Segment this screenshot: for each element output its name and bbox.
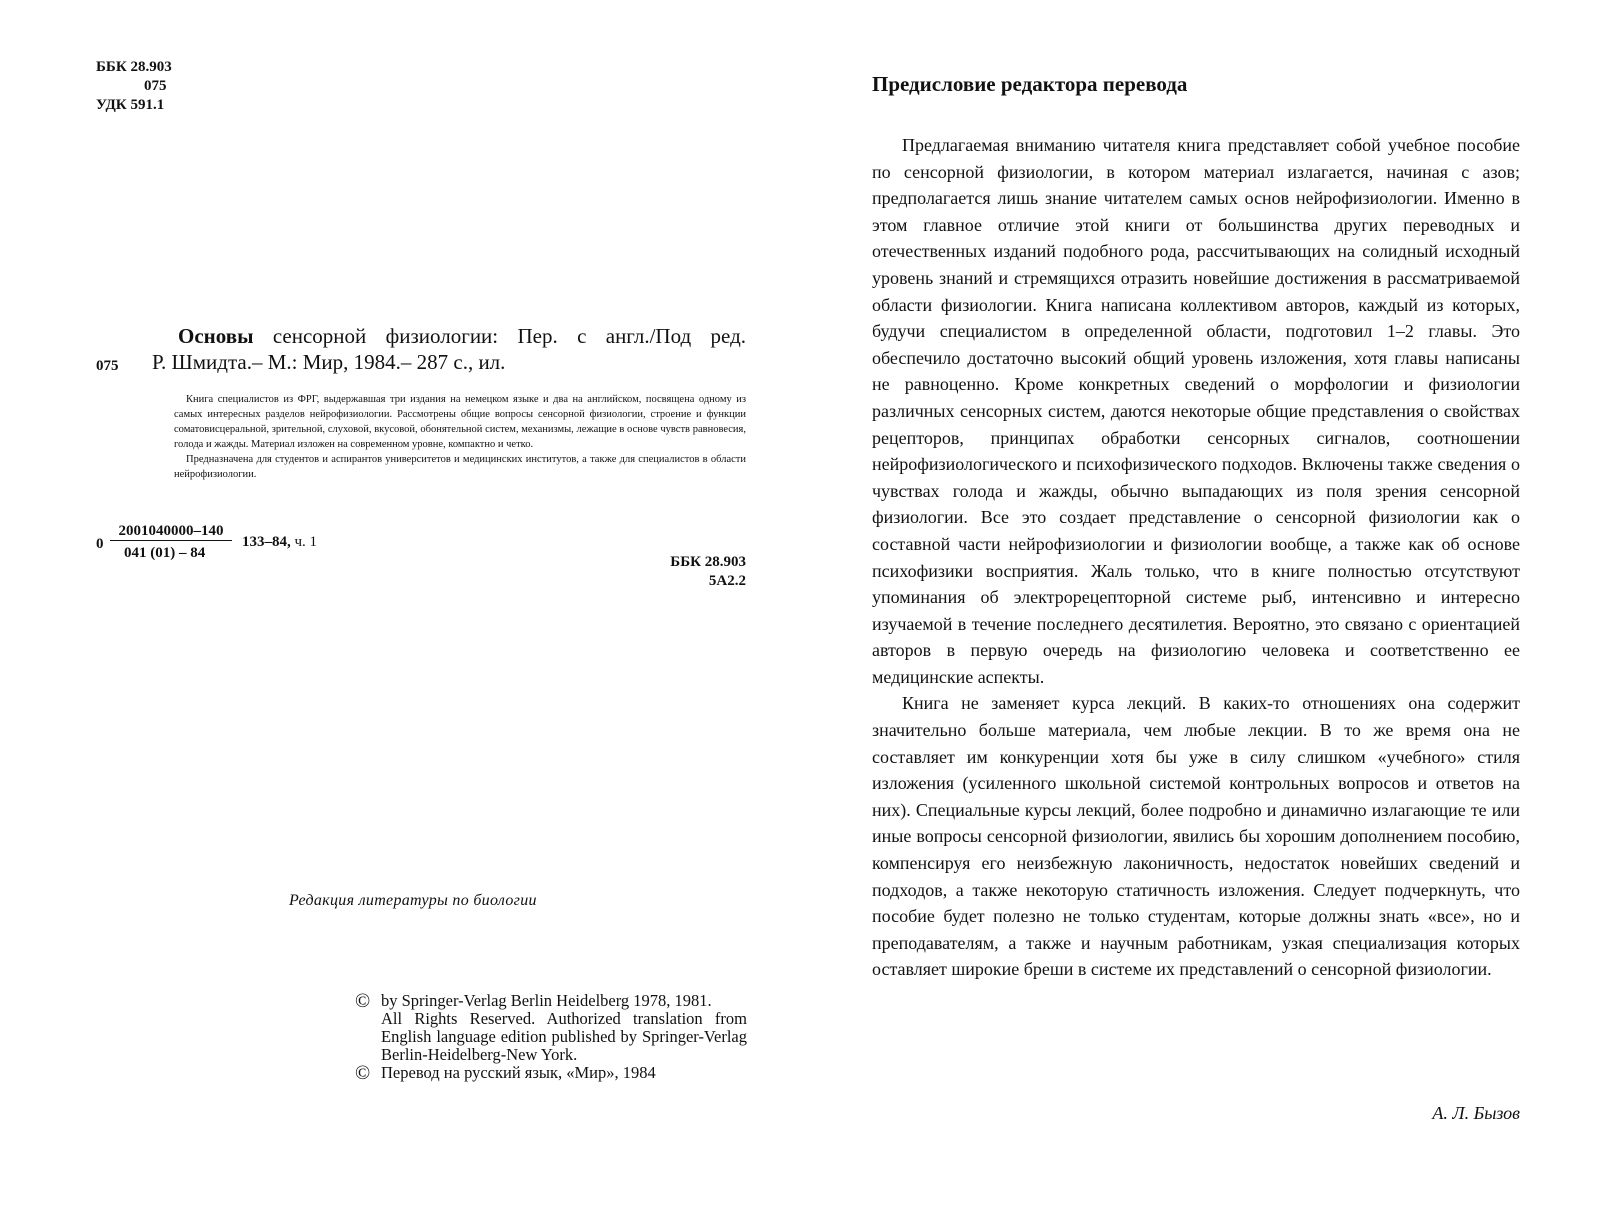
bibliographic-entry	[96, 323, 746, 379]
formula-prefix: 0	[96, 536, 104, 552]
book-title-bold: Основы	[178, 324, 254, 348]
copyright-row-3	[355, 1064, 747, 1082]
biblio-line-1	[96, 323, 746, 349]
copyright-line-2: All Rights Reserved. Authorized translation from English language edition published by Springer-Verlag Berlin-Heidelberg-New York.	[381, 1009, 747, 1064]
formula-tail-rest: ч. 1	[294, 534, 318, 550]
biblio-line-2-text: Р. Шмидта.– М.: Мир, 1984.– 287 с., ил.	[152, 350, 506, 374]
annotation-paragraph-2: Предназначена для студентов и аспирантов университетов и медицинских институтов, а также для специалистов в области нейрофизиологии.	[174, 454, 746, 480]
biblio-line-2	[96, 349, 746, 379]
formula-numerator: 2001040000–140	[110, 523, 232, 541]
catalog-formula	[96, 523, 746, 589]
annotation	[174, 392, 746, 482]
formula-denominator: 041 (01) – 84	[124, 545, 206, 561]
annotation-paragraph-1: Книга специалистов из ФРГ, выдержавшая три издания на немецком языке и два на английском, посвящена одному из самых интересных разделов нейрофизиологии. Рассмотрены общие вопросы сенсорной физиологии, строение и функции соматовисцеральной, зрительной, слуховой, вкусовой, обонятельной систем, механизмы, лежащие в основе чувств равновесия, голода и жажды. Материал изложен на современном уровне, компактно и четко.	[174, 394, 746, 450]
copyright-line-1: by Springer-Verlag Berlin Heidelberg 1978, 1981.	[381, 991, 712, 1010]
author-signature: А. Л. Бызов	[1432, 1103, 1520, 1123]
formula-tail	[242, 534, 317, 551]
page-title: Предисловие редактора перевода	[872, 72, 1188, 96]
classification-codes	[96, 58, 172, 115]
bbk-code-bottom: ББК 28.903	[670, 554, 746, 570]
biblio-line-1-rest: сенсорной физиологии: Пер. с англ./Под ред.	[272, 324, 747, 348]
author-mark-top: 075	[144, 78, 167, 94]
author-mark: 075	[96, 358, 119, 374]
udk-code: УДК 591.1	[96, 97, 165, 113]
preface-paragraph-1: Предлагаемая вниманию читателя книга представляет собой учебное пособие по сенсорной физиологии, в котором материал излагается, начиная с азов; предполагается лишь знание читателем самых основ нейрофизиологии. Именно в этом главное отличие этой книги от большинства других переводных и отечественных изданий подобного рода, рассчитывающих на солидный исходный уровень знаний и стремящихся отразить новейшие достижения в рассматриваемой области физиологии. Книга написана коллективом авторов, каждый из которых, будучи специалистом в определенной области, подготовил 1–2 главы. Это обеспечило достаточно высокий общий уровень изложения, хотя главы написаны не равноценно. Кроме конкретных сведений о морфологии и физиологии различных сенсорных систем, даются некоторые общие представления о свойствах рецепторов, принципах обработки сенсорных сигналов, соотношении нейрофизиологического и психофизического подходов. Включены также сведения о чувствах голода и жажды, обычно выпадающих из поля зрения сенсорной физиологии. Все это создает представление о сенсорной физиологии как о составной части нейрофизиологии и физиологии вообще, а также как об основе психофизики восприятия. Жаль только, что в книге полностью отсутствуют упоминания об электрорецепторной системе рыб, интенсивно и интересно изучаемой в течение последнего десятилетия. Вероятно, это связано с ориентацией авторов в первую очередь на физиологию человека и соответственно ее медицинские аспекты.	[872, 135, 1520, 687]
bbk-code-top: ББК 28.903	[96, 59, 172, 75]
preface-body	[872, 132, 1520, 983]
editorial-office: Редакция литературы по биологии	[289, 892, 537, 909]
copyright-line-3: Перевод на русский язык, «Мир», 1984	[381, 1063, 656, 1082]
copyright-icon: ©	[355, 990, 371, 1012]
copyright-row-1	[355, 992, 747, 1010]
preface-paragraph-2: Книга не заменяет курса лекций. В каких-то отношениях она содержит значительно больше материала, чем любые лекции. В то же время она не составляет им конкуренции хотя бы уже в силу слишком «учебного» стиля изложения (усиленного школьной системой контрольных вопросов и ответов на них). Специальные курсы лекций, более подробно и динамично излагающие те или иные вопросы сенсорной физиологии, явились бы хорошим дополнением пособию, компенсируя его неизбежную лаконичность, недостаток новейших сведений и подходов, а также некоторую статичность изложения. Следует подчеркнуть, что пособие будет полезно не только студентам, которые должны знать «все», но и преподавателям, а также и научным работникам, узкая специализация которых оставляет широкие бреши в системе их представлений о сенсорной физиологии.	[872, 693, 1520, 980]
copyright-icon: ©	[355, 1062, 371, 1084]
formula-tail-bold: 133–84,	[242, 534, 291, 550]
bbk-subcode: 5А2.2	[708, 573, 746, 589]
copyright-block	[355, 992, 747, 1082]
bbk-bottom	[670, 553, 746, 591]
